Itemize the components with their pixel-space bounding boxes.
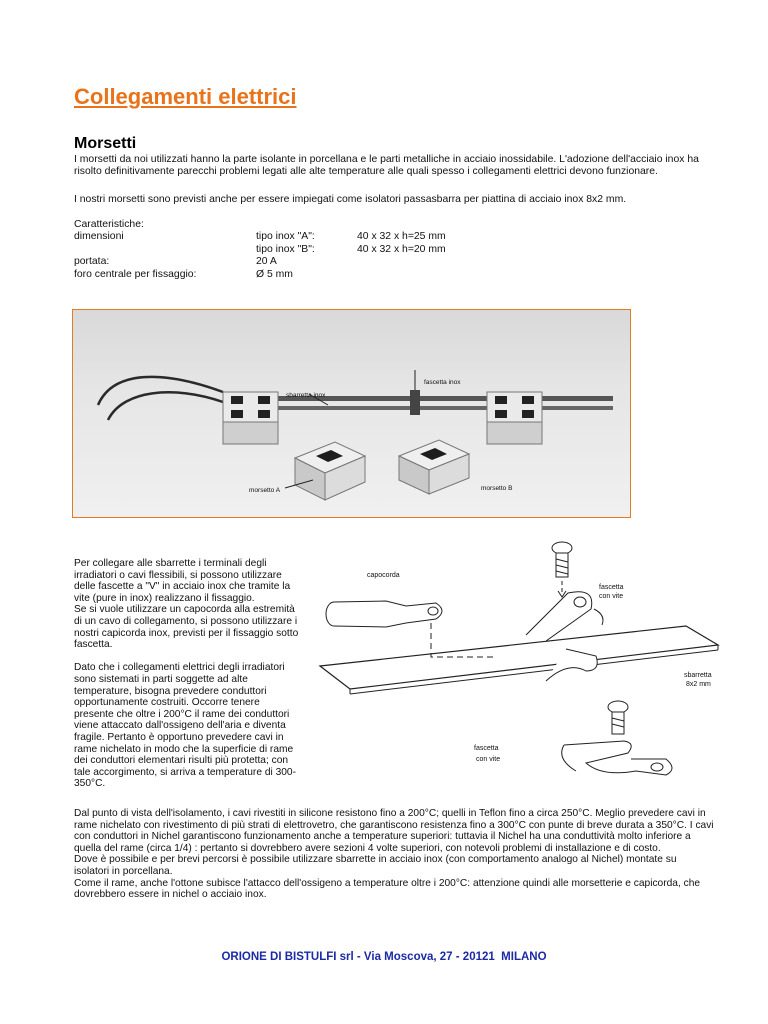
label-con-vite-bottom: con vite [476, 756, 501, 763]
bottom-text [74, 808, 714, 901]
label-morsetto-b: morsetto B [481, 485, 513, 492]
terminal-block-b [399, 440, 469, 494]
side-paragraph-1: Per collegare alle sbarrette i terminali degli irradiatori o cavi flessibili, si possono utilizzare delle fascette a "V" in acciaio inox che tramite la vite (pure in inox) realizzano il fissaggio. [74, 558, 291, 604]
label-con-vite-top: con vite [599, 593, 624, 600]
terminal-block-right [487, 392, 542, 444]
page-title: Collegamenti elettrici [74, 84, 297, 109]
side-paragraph-3: Dato che i collegamenti elettrici degli irradiatori sono sistemati in parti soggette ad alte temperature, bisogna prevedere conduttori opportunamente costruiti. Occorre tenere presente che oltre i 200°C il rame dei conduttori viene attaccato dall'ossigeno dell'aria e diventa fragile. Pertanto è opportuno prevedere cavi in rame nichelato in modo che la superficie di rame dei conduttori elementari risulti più protetta; con tale accorgimento, si arriva a temperature di 300-350°C. [74, 662, 296, 790]
side-paragraph-2: Se si vuole utilizzare un capocorda alla estremità di un cavo di collegamento, si possono utilizzare i nostri capicorda inox, previsti per il fissaggio sotto fascetta. [74, 604, 299, 651]
connection-diagram-drawing [306, 531, 722, 800]
label-capocorda: capocorda [367, 572, 400, 579]
label-morsetto-a: morsetto A [249, 487, 281, 494]
cable-lug [326, 601, 442, 627]
specs-header: Caratteristiche: [74, 219, 144, 230]
connection-diagram [306, 531, 722, 800]
terminal-block-left [223, 392, 278, 444]
section-heading: Morsetti [74, 135, 137, 152]
terminals-photo-illustration [73, 310, 631, 518]
screw-top [552, 542, 572, 577]
label-fascetta-top: fascetta [599, 584, 624, 591]
label-sbarretta: sbarretta [684, 672, 712, 679]
terminals-photo [72, 309, 631, 518]
intro-paragraph-1: I morsetti da noi utilizzati hanno la parte isolante in porcellana e le parti metalliche in acciaio inossidabile. L'adozione dell'acciaio inox ha risolto definitivamente parecchi problemi legati alle alte temperature alle quali spesso i collegamenti elettrici devono funzionare. [74, 154, 699, 178]
label-sbarretta-size: 8x2 mm [686, 681, 711, 688]
clip-bottom [562, 741, 672, 775]
label-sbarretta-inox: sbarretta inox [286, 392, 326, 399]
label-fascetta-inox: fascetta inox [424, 379, 461, 386]
bottom-paragraph-3: Come il rame, anche l'ottone subisce l'attacco dell'ossigeno a temperature oltre i 200°C: attenzione quindi alle morsetterie e capicorda, che dovrebbero essere in nichel o acciaio inox. [74, 877, 701, 901]
bottom-paragraph-1: Dal punto di vista dell'isolamento, i cavi rivestiti in silicone resistono fino a 200°C; quelli in Teflon fino a circa 250°C. Meglio prevedere cavi in rame nichelato con rivestimento di più strati di elettrovetro, che garantiscono resistenza fino a 300°C con punte di breve durata a 350°C. I cavi con conduttori in Nichel garantiscono funzionamento anche a temperature superiori: tuttavia il Nichel ha una conduttività molto inferiore a quella del rame (circa 1/4) : pertanto si dovrebbero avere sezioni 4 volte superiori, con notevoli problemi di installazione e di costo. [74, 808, 714, 854]
label-fascetta-bottom: fascetta [474, 745, 499, 752]
bottom-paragraph-2: Dove è possibile e per brevi percorsi è possibile utilizzare sbarrette in acciaio inox (con comportamento analogo al Nichel) montate su isolatori in porcellana. [74, 854, 677, 877]
footer-address: ORIONE DI BISTULFI srl - Via Moscova, 27 - 20121 MILANO [221, 951, 547, 963]
screw-bottom [608, 701, 628, 734]
side-text [74, 558, 299, 790]
terminal-block-a [295, 442, 365, 500]
intro-paragraph-2: I nostri morsetti sono previsti anche per essere impiegati come isolatori passasbarra per piattina di acciaio inox 8x2 mm. [74, 194, 627, 205]
